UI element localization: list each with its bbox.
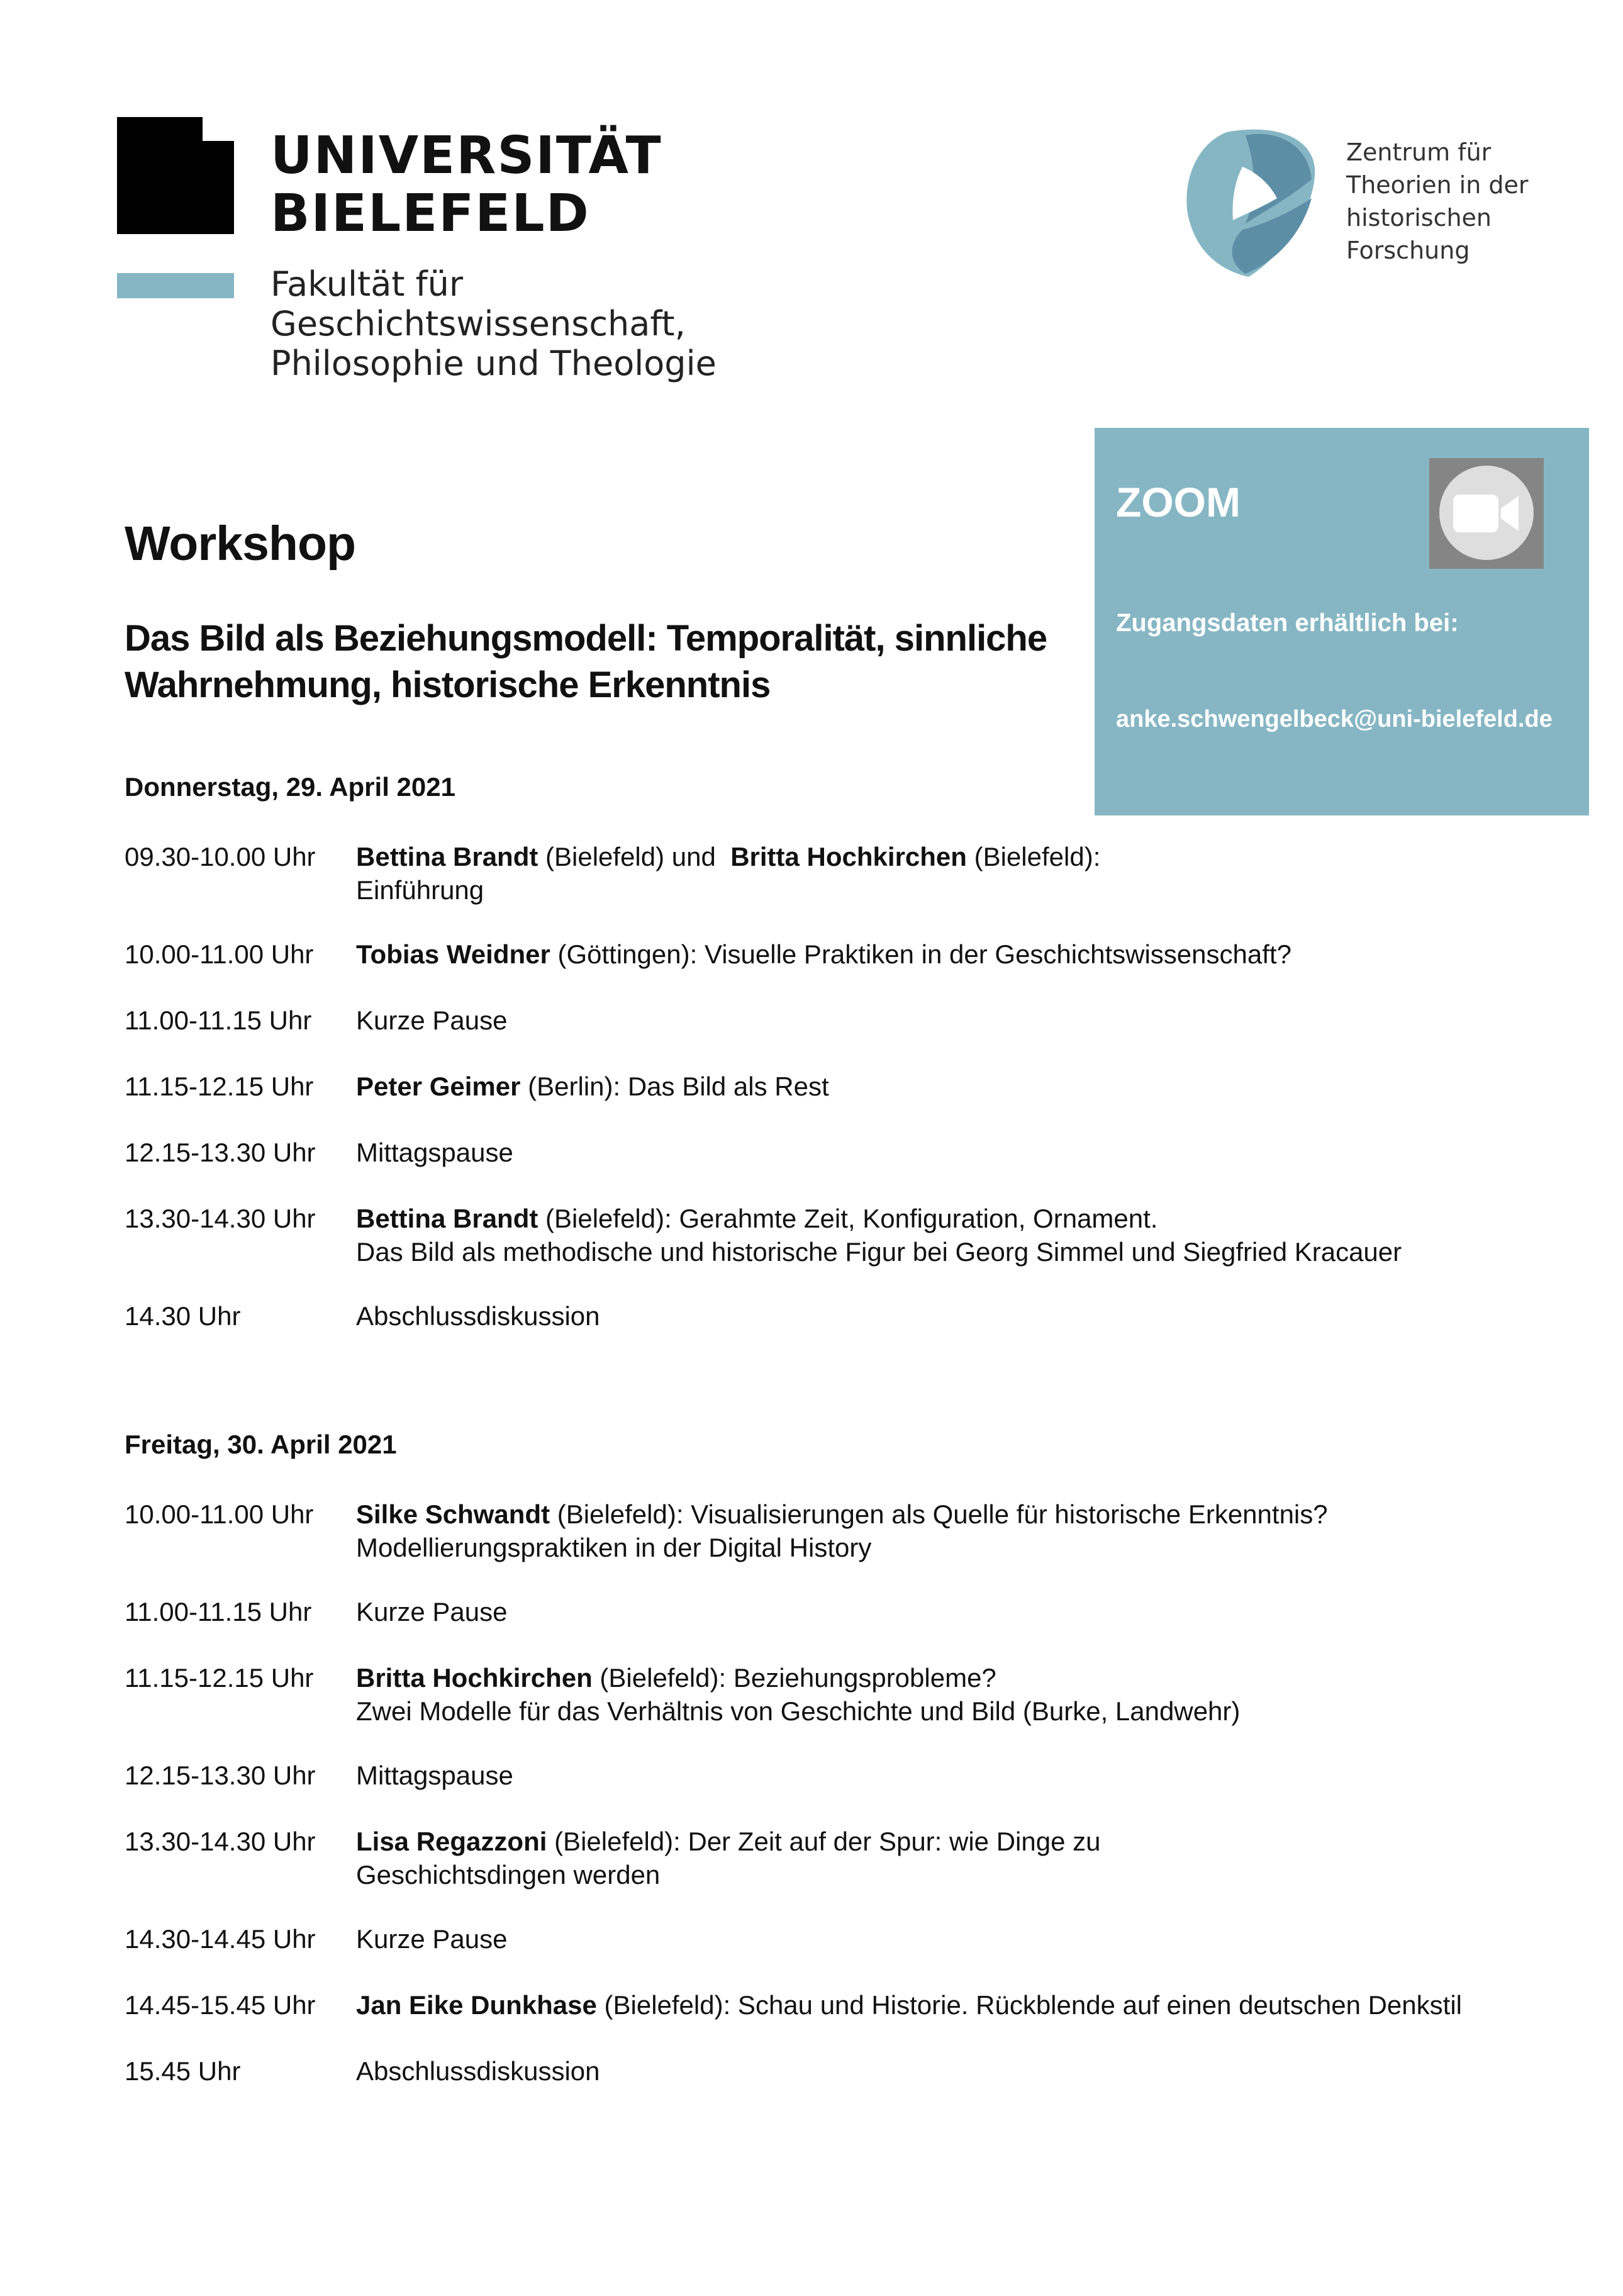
schedule-description [356, 1595, 507, 1628]
schedule-description [356, 1825, 1100, 1891]
zoom-info-box [1095, 428, 1589, 815]
faculty-color-bar [117, 273, 234, 298]
schedule-time: 12.15-13.30 Uhr [125, 1761, 316, 1790]
speaker-name: Bettina Brandt [356, 842, 538, 871]
description-line [356, 1825, 1100, 1858]
description-text: Geschichtsdingen werden [356, 1860, 661, 1890]
description-line [356, 1498, 1328, 1531]
description-text: Das Bild als methodische und historische Figur bei Georg Simmel und Siegfried Kracauer [356, 1237, 1402, 1267]
description-text: (Berlin): Das Bild als Rest [520, 1072, 829, 1101]
description-text: (Bielefeld): Beziehungsprobleme? [592, 1663, 996, 1693]
university-name-line: BIELEFELD [270, 184, 590, 244]
center-name-line: historischen [1346, 204, 1492, 232]
description-text: Einführung [356, 875, 484, 905]
schedule-time: 15.45 Uhr [125, 2056, 241, 2086]
description-line [356, 1235, 1402, 1268]
university-logo-icon [117, 117, 234, 234]
description-text: (Bielefeld) und [538, 842, 731, 871]
description-text: Kurze Pause [356, 1597, 508, 1627]
zoom-contact-email[interactable]: anke.schwengelbeck@uni-bielefeld.de [1116, 706, 1553, 732]
schedule-description [356, 1070, 829, 1103]
speaker-name: Lisa Regazzoni [356, 1827, 547, 1856]
schedule-time: 13.30-14.30 Uhr [125, 1204, 316, 1233]
faculty-name-line: Geschichtswissenschaft, [270, 304, 686, 344]
day-heading: Freitag, 30. April 2021 [125, 1430, 397, 1459]
description-text: Mittagspause [356, 1761, 513, 1790]
description-text: Zwei Modelle für das Verhältnis von Geschichte und Bild (Burke, Landwehr) [356, 1696, 1241, 1726]
schedule-time: 12.15-13.30 Uhr [125, 1138, 316, 1167]
faculty-name-line: Fakultät für [270, 264, 464, 304]
speaker-name: Britta Hochkirchen [730, 842, 967, 871]
description-text: (Bielefeld): Visualisierungen als Quelle für historische Erkenntnis? [550, 1499, 1328, 1529]
description-text: Mittagspause [356, 1138, 513, 1167]
schedule-time: 10.00-11.00 Uhr [125, 939, 314, 969]
description-text: (Bielefeld): Der Zeit auf der Spur: wie Dinge zu [547, 1827, 1101, 1856]
schedule-time: 11.15-12.15 Uhr [125, 1072, 314, 1101]
schedule-description [356, 1759, 513, 1792]
description-text: Abschlussdiskussion [356, 2056, 600, 2086]
center-name [1346, 136, 1529, 267]
schedule-time: 11.00-11.15 Uhr [125, 1597, 312, 1627]
description-text: (Bielefeld): Gerahmte Zeit, Konfiguration, Ornament. [538, 1204, 1158, 1233]
subtitle-line: Wahrnehmung, historische Erkenntnis [125, 664, 771, 705]
university-name-line: UNIVERSITÄT [270, 126, 662, 186]
center-name-line: Zentrum für [1346, 138, 1492, 166]
description-text: Modellierungspraktiken in der Digital History [356, 1533, 872, 1562]
zoom-access-label: Zugangsdaten erhältlich bei: [1116, 609, 1459, 637]
description-line [356, 1070, 829, 1103]
speaker-name: Bettina Brandt [356, 1204, 538, 1233]
description-line [356, 1759, 513, 1792]
description-line [356, 1595, 507, 1628]
description-line [356, 1858, 1100, 1891]
schedule-time: 11.00-11.15 Uhr [125, 1005, 312, 1035]
schedule-description [356, 1498, 1328, 1564]
schedule-description [356, 2054, 600, 2088]
speaker-name: Jan Eike Dunkhase [356, 1990, 597, 2020]
schedule-description [356, 1661, 1240, 1728]
description-line [356, 1202, 1402, 1235]
schedule-description [356, 1922, 507, 1956]
description-line [356, 1136, 513, 1169]
day-heading: Donnerstag, 29. April 2021 [125, 772, 455, 802]
description-line [356, 873, 1100, 907]
schedule-time: 14.30-14.45 Uhr [125, 1924, 316, 1954]
description-text: Kurze Pause [356, 1005, 508, 1035]
description-line [356, 1922, 507, 1956]
description-text: (Bielefeld): Schau und Historie. Rückblende auf einen deutschen Denkstil [596, 1990, 1462, 2020]
schedule-description [356, 1136, 513, 1169]
speaker-name: Tobias Weidner [356, 939, 550, 969]
speaker-name: Britta Hochkirchen [356, 1663, 593, 1693]
schedule-time: 10.00-11.00 Uhr [125, 1499, 314, 1529]
schedule-description [356, 938, 1291, 971]
subtitle-line: Das Bild als Beziehungsmodell: Temporalität, sinnliche [125, 618, 1047, 659]
workshop-subtitle [125, 615, 1106, 708]
center-name-line: Theorien in der [1346, 171, 1529, 199]
description-line [356, 1694, 1240, 1728]
schedule-description [356, 1004, 507, 1037]
description-line [356, 1004, 507, 1037]
university-name [270, 127, 662, 243]
description-line [356, 1531, 1328, 1564]
description-line [356, 2054, 600, 2088]
description-text: Abschlussdiskussion [356, 1301, 600, 1331]
zoom-title: ZOOM [1116, 479, 1241, 525]
schedule-time: 13.30-14.30 Uhr [125, 1827, 316, 1856]
speaker-name: Peter Geimer [356, 1072, 521, 1101]
schedule-time: 11.15-12.15 Uhr [125, 1663, 314, 1693]
schedule-description [356, 1299, 600, 1333]
schedule-description [356, 1202, 1402, 1268]
page-title: Workshop [125, 517, 356, 571]
description-text: Kurze Pause [356, 1924, 508, 1954]
video-camera-icon [1429, 458, 1544, 569]
faculty-name-line: Philosophie und Theologie [270, 344, 717, 383]
description-line [356, 1988, 1462, 2022]
description-line [356, 1661, 1240, 1694]
faculty-name [270, 264, 717, 383]
zthf-logo-icon [1183, 120, 1327, 283]
description-text: (Bielefeld): [966, 842, 1101, 871]
description-line [356, 840, 1100, 873]
center-name-line: Forschung [1346, 237, 1470, 264]
schedule-time: 14.30 Uhr [125, 1301, 241, 1331]
description-text: (Göttingen): Visuelle Praktiken in der Geschichtswissenschaft? [550, 939, 1291, 969]
description-line [356, 1299, 600, 1333]
schedule-time: 14.45-15.45 Uhr [125, 1990, 316, 2020]
schedule-description [356, 840, 1100, 907]
description-line [356, 938, 1291, 971]
schedule-description [356, 1988, 1462, 2022]
speaker-name: Silke Schwandt [356, 1499, 550, 1529]
schedule-time: 09.30-10.00 Uhr [125, 842, 316, 871]
